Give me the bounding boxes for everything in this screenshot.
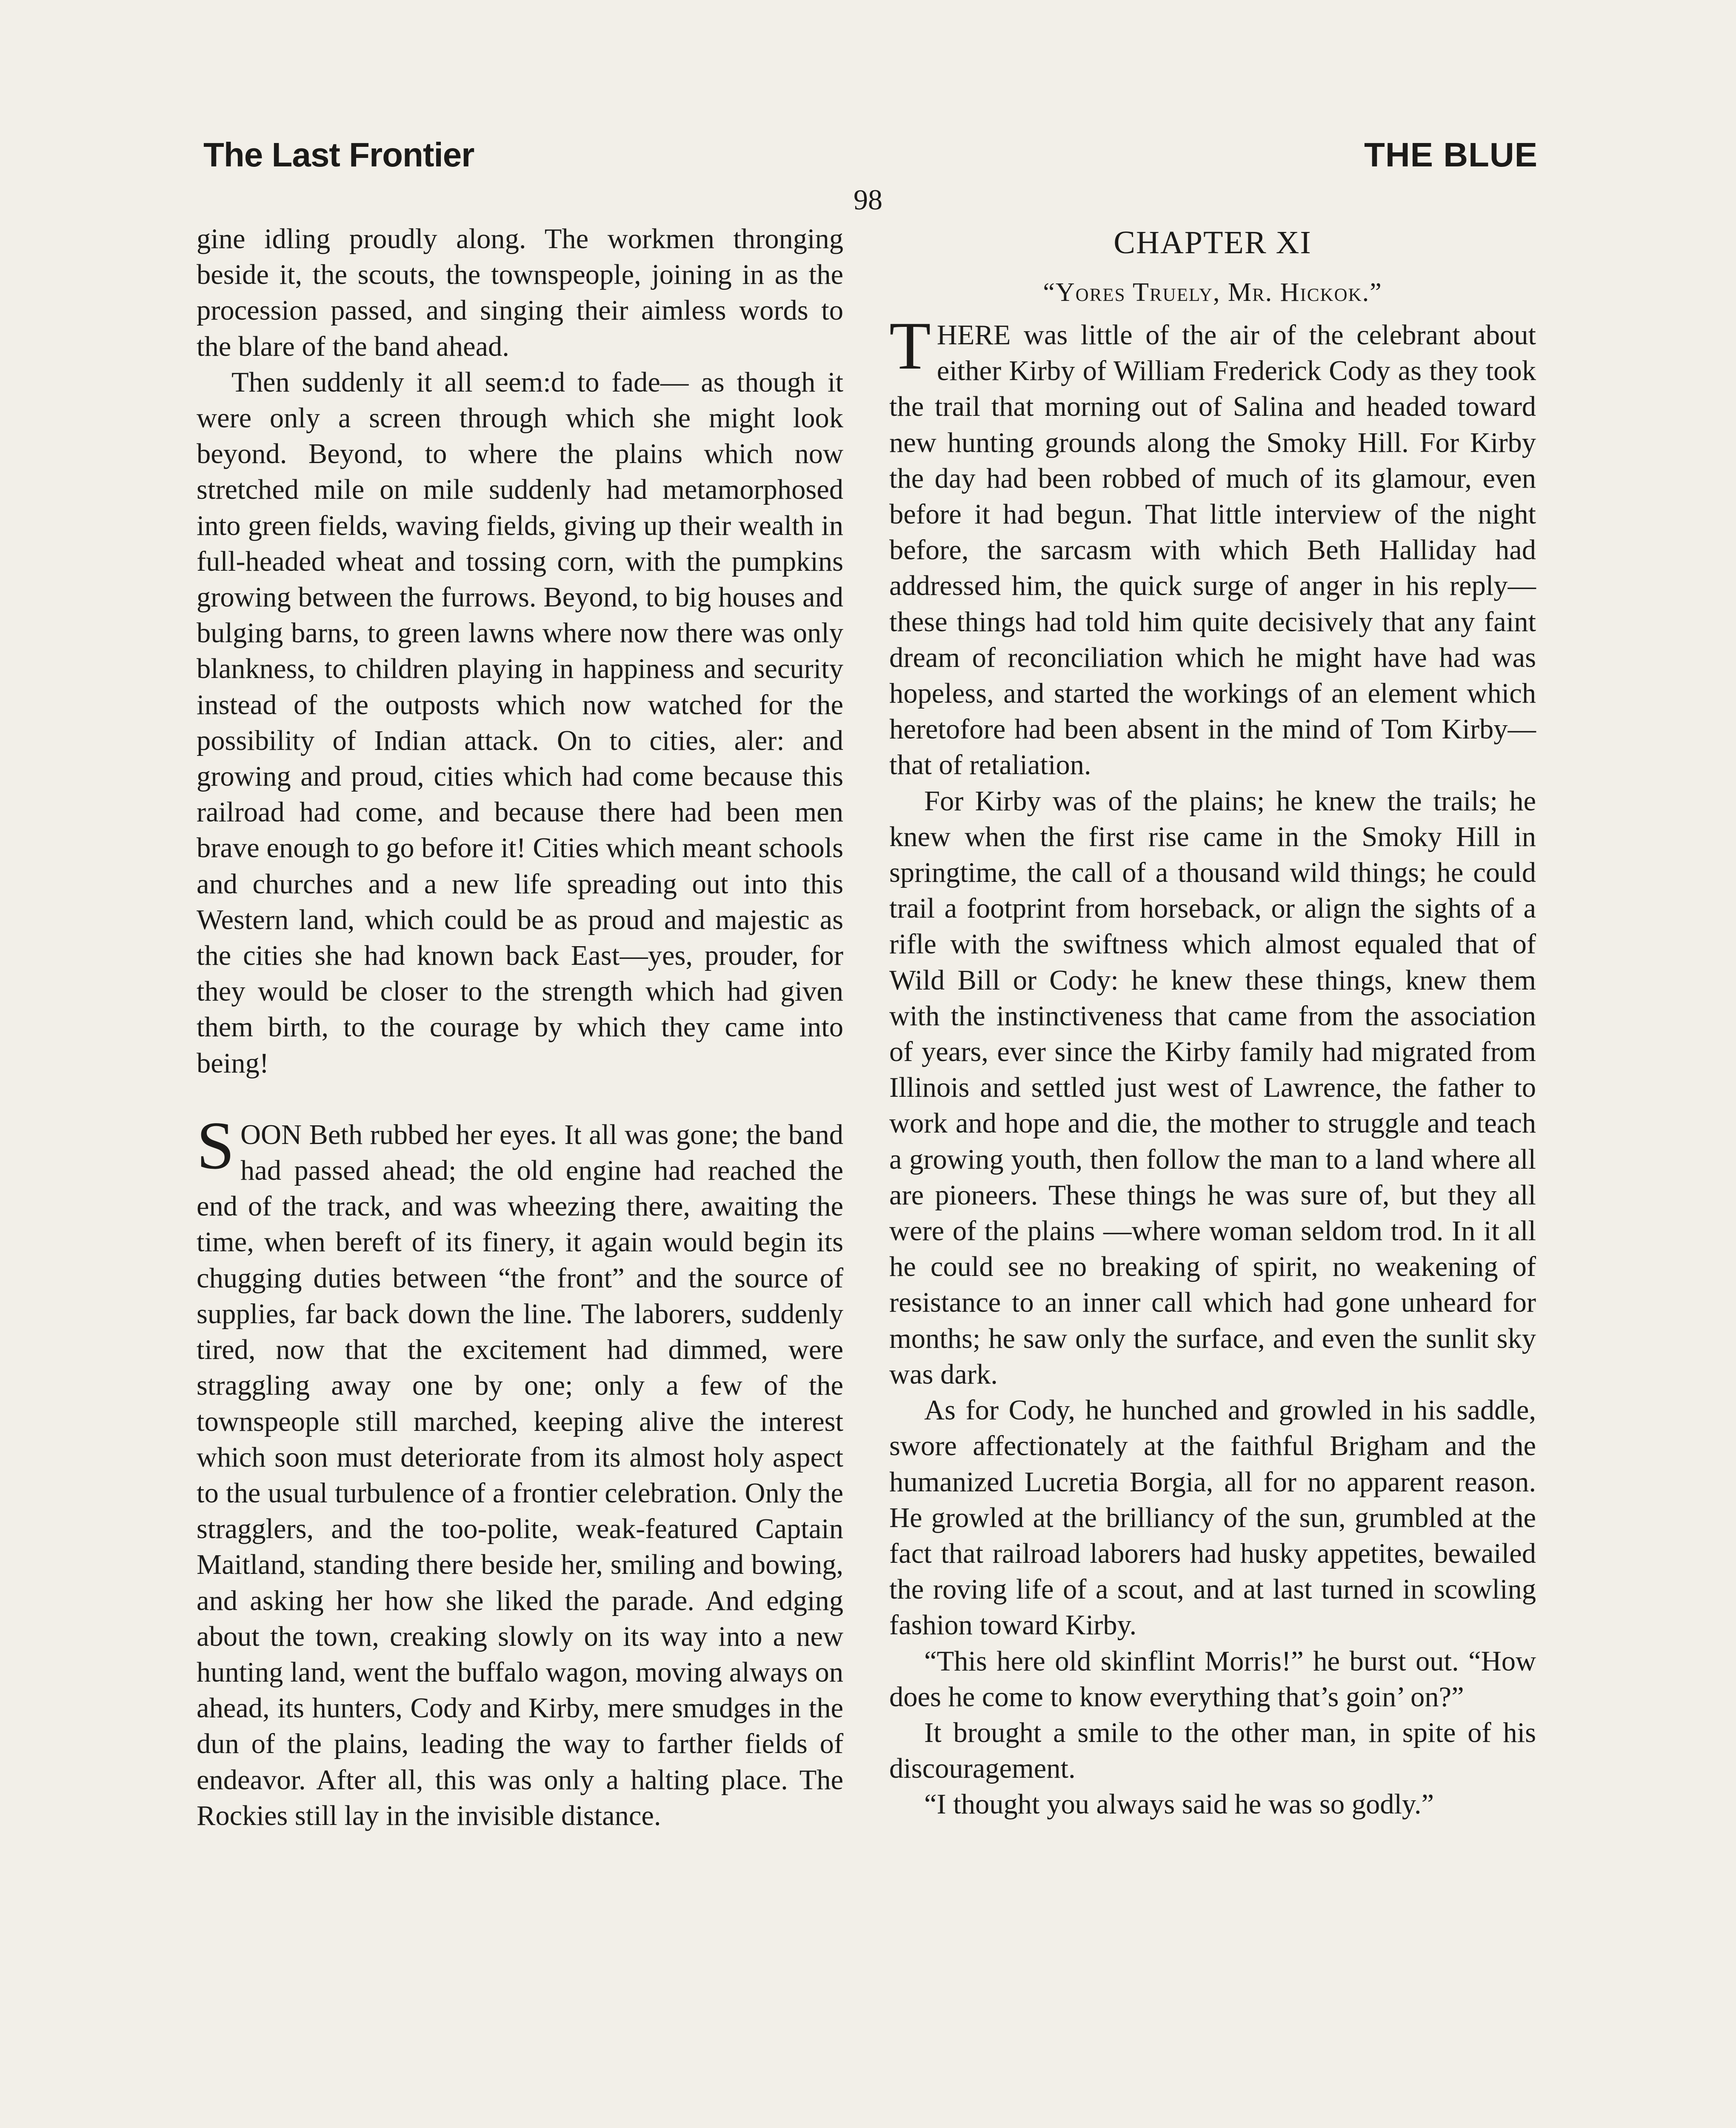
right-column	[889, 221, 1536, 1823]
paragraph: For Kirby was of the plains; he knew the trails; he knew when the first rise came in the Smoky Hill in springtime, the call of a thousand wild things; he could trail a footprint from horseback, or align the sights of a rifle with the swiftness which almost equaled that of Wild Bill or Cody: he knew these things, knew them with the instinctiveness that came from the association of years, ever since the Kirby family had migrated from Illinois and settled just west of Lawrence, the father to work and hope and die, the mother to struggle and teach a growing youth, then follow the man to a land where all are pioneers. These things he was sure of, but they all were of the plains —where woman seldom trod. In it all he could see no breaking of spirit, no weakening of resistance to an inner call which had gone unheard for months; he saw only the surface, and even the sunlit sky was dark.	[889, 785, 1536, 1390]
paragraph: gine idling proudly along. The workmen thronging beside it, the scouts, the townspeople, joining in as the procession passed, and singing their aimless words to the blare of the band ahead.	[197, 223, 843, 362]
section-paragraph	[197, 1107, 843, 1834]
paragraph: It brought a smile to the other man, in spite of his discouragement.	[889, 1717, 1536, 1785]
left-column	[197, 221, 843, 1834]
drop-cap: S	[197, 1107, 234, 1183]
opening-text: HERE was little of the air of the celebrant about either Kirby of William Frederick Cody as they took the trail that morning out of Salina and headed toward new hunting grounds along the Smoky Hill. For Kirby the day had been robbed of much of its glamour, even before it had begun. That little interview of the night before, the sarcasm with which Beth Halliday had addressed him, the quick surge of anger in his reply—these things had told him quite decisively that any faint dream of reconciliation which he might have had was hopeless, and started the workings of an element which heretofore had been absent in the mind of Tom Kirby—that of retaliation.	[889, 320, 1536, 781]
paragraph: “This here old skinflint Morris!” he burst out. “How does he come to know everything that’s goin’ on?”	[889, 1645, 1536, 1713]
chapter-opening-paragraph	[889, 308, 1536, 784]
running-head-right: THE BLUE	[1364, 136, 1538, 174]
chapter-subtitle: “Yores Truely, Mr. Hickok.”	[1043, 278, 1382, 307]
section-break	[197, 1081, 843, 1117]
paragraph: “I thought you always said he was so godly.”	[924, 1789, 1434, 1820]
chapter-title: CHAPTER XI	[1114, 225, 1312, 260]
page-number: 98	[854, 183, 882, 216]
drop-cap: T	[889, 308, 931, 383]
paragraph: As for Cody, he hunched and growled in his saddle, swore affectionately at the faithful Brigham and the humanized Lucretia Borgia, all for no apparent reason. He growled at the brilliancy of the sun, grumbled at the fact that railroad laborers had husky appetites, bewailed the roving life of a scout, and at last turned in scowling fashion toward Kirby.	[889, 1395, 1536, 1641]
paragraph: Then suddenly it all seem:d to fade— as though it were only a screen through which she might look beyond. Beyond, to where the plains which now stretched mile on mile suddenly had metamorphosed into green fields, waving fields, giving up their wealth in full-headed wheat and tossing corn, with the pumpkins growing between the furrows. Beyond, to big houses and bulging barns, to green lawns where now there was only blankness, to children playing in happiness and security instead of the outposts which now watched for the possibility of Indian attack. On to cities, aler: and growing and proud, cities which had come because this railroad had come, and because there had been men brave enough to go before it! Cities which meant schools and churches and a new life spreading out into this Western land, which could be as proud and majestic as the cities she had known back East—yes, prouder, for they would be closer to the strength which had given them birth, to the courage by which they came into being!	[197, 366, 843, 1079]
running-head-left: The Last Frontier	[203, 136, 474, 174]
section-text: OON Beth rubbed her eyes. It all was gone; the band had passed ahead; the old engine had reached the end of the track, and was wheezing there, awaiting the time, when bereft of its finery, it again would begin its chugging duties between “the front” and the source of supplies, far back down the line. The laborers, suddenly tired, now that the excitement had dimmed, were straggling away one by one; only a few of the townspeople still marched, keeping alive the interest which soon must deteriorate from its almost holy aspect to the usual turbulence of a frontier celebration. Only the stragglers, and the too-polite, weak-featured Captain Maitland, standing there beside her, smiling and bowing, and asking her how she liked the parade. And edging about the town, creaking slowly on its way into a new hunting land, went the buffalo wagon, moving always on ahead, its hunters, Cody and Kirby, mere smudges in the dun of the plains, leading the way to farther fields of endeavor. After all, this was only a halting place. The Rockies still lay in the invisible distance.	[197, 1119, 843, 1831]
